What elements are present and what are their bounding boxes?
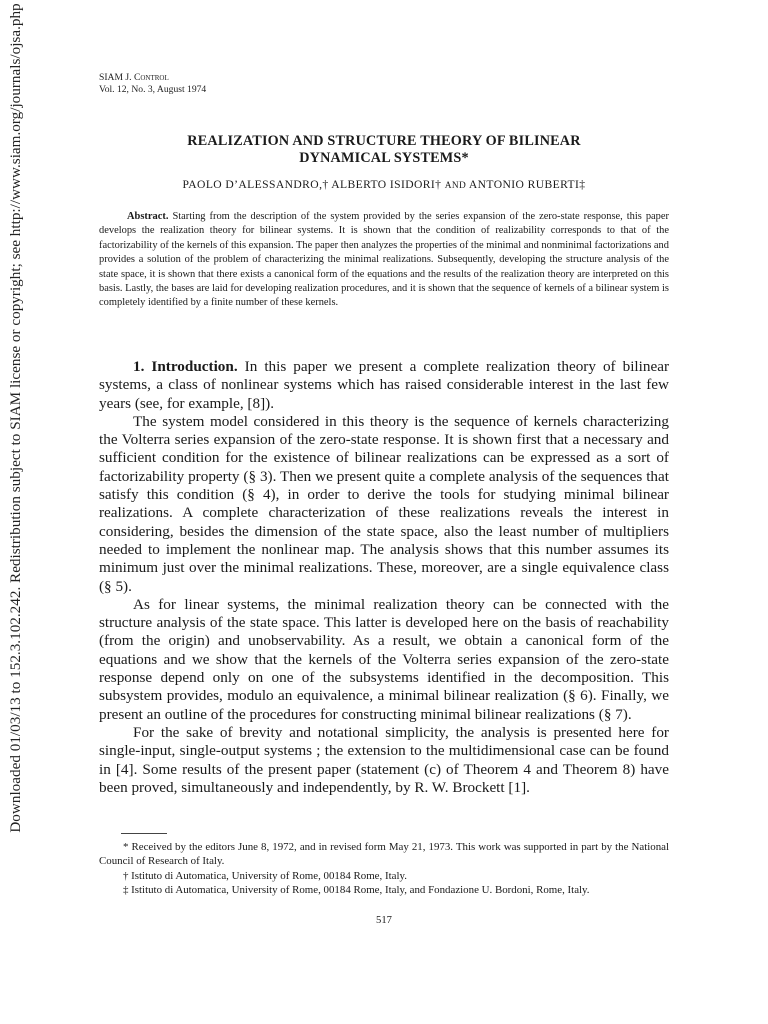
download-watermark: Downloaded 01/03/13 to 152.3.102.242. Redistribution subject to SIAM license or copyright; see http://www.siam.org/journals/ojsa.php bbox=[7, 3, 24, 833]
abstract-label: Abstract. bbox=[127, 211, 169, 222]
section-heading: 1. Introduction. bbox=[133, 358, 238, 375]
author-list bbox=[99, 178, 669, 191]
footnotes bbox=[99, 840, 669, 898]
author-last: ANTONIO RUBERTI‡ bbox=[468, 178, 586, 191]
abstract-text: Starting from the description of the system provided by the series expansion of the zero-state response, this paper develops the realization theory for bilinear systems. It is shown that the condition of realizability corresponds to that of the factorizability of the kernels of this expansion. The paper then analyzes the properties of the minimal and nonminimal factorizations and provides a solution of the problem of characterizing the minimal realizations. Subsequently, developing the structure analysis of the state space, it is shown that there exists a canonical form of the equations and the results of the realization theory are interpreted on this basis. Lastly, the bases are laid for developing realization procedures, and it is shown that the sequence of kernels of a bilinear system is completely identified by a finite number of these kernels. bbox=[99, 211, 670, 309]
journal-name: SIAM J. Control bbox=[99, 72, 169, 83]
footnote-divider bbox=[121, 833, 167, 834]
footnote-received: * Received by the editors June 8, 1972, and in revised form May 21, 1973. This work was supported in part by the National Council of Research of Italy. bbox=[99, 841, 669, 868]
journal-header bbox=[99, 72, 206, 95]
abstract bbox=[99, 210, 669, 311]
journal-volume: Vol. 12, No. 3, August 1974 bbox=[99, 83, 207, 95]
title-line-1: REALIZATION AND STRUCTURE THEORY OF BILINEAR bbox=[187, 133, 581, 149]
paragraph-2: The system model considered in this theory is the sequence of kernels characterizing the Volterra series expansion of the zero-state response. It is shown first that a necessary and sufficient condition for the existence of bilinear realizations can be expressed as a sort of factorizability property (§ 3). Then we present quite a complete analysis of the sequences that satisfy this condition (§ 4), in order to derive the tools for studying minimal bilinear realizations. A complete characterization of these realizations reveals the interest in considering, besides the dimension of the state space, also the least number of multipliers needed to implement the nonlinear map. The analysis shows that this number assumes its minimum just over the minimal realizations. These, moreover, are a single equivalence class (§ 5). bbox=[99, 412, 669, 595]
paragraph-4: For the sake of brevity and notational simplicity, the analysis is presented here for single-input, single-output systems ; the extension to the multidimensional case can be found in [4]. Some results of the present paper (statement (c) of Theorem 4 and Theorem 8) have been proved, simultaneously and independently, by R. W. Brockett [1]. bbox=[99, 723, 669, 796]
page-number: 517 bbox=[376, 915, 392, 926]
author-conjunction: AND bbox=[444, 181, 467, 191]
paragraph-3: As for linear systems, the minimal realization theory can be connected with the structure analysis of the state space. This latter is developed here on the basis of reachability (from the origin) and unobservability. As a result, we obtain a canonical form of the equations and we show that the kernels of the Volterra series expansion of the zero-state response depend only on one of the subsystems identified in the decomposition. This subsystem provides, modulo an equivalence, a minimal bilinear realization (§ 6). Finally, we present an outline of the procedures for constructing minimal bilinear realizations (§ 7). bbox=[99, 595, 669, 723]
paper-title bbox=[99, 133, 669, 167]
paragraph-1: 1. Introduction. In this paper we present a complete realization theory of bilinear systems, a class of nonlinear systems which has raised considerable interest in the last few years (see, for example, [8]). bbox=[99, 358, 670, 412]
author-names: PAOLO D’ALESSANDRO,† ALBERTO ISIDORI† bbox=[182, 178, 442, 191]
introduction-section bbox=[99, 358, 669, 797]
footnote-affiliation-1: † Istituto di Automatica, University of Rome, 00184 Rome, Italy. bbox=[123, 869, 407, 882]
title-line-2: DYNAMICAL SYSTEMS* bbox=[299, 150, 469, 166]
footnote-affiliation-2: ‡ Istituto di Automatica, University of Rome, 00184 Rome, Italy, and Fondazione U. Bordoni, Rome, Italy. bbox=[123, 884, 590, 897]
